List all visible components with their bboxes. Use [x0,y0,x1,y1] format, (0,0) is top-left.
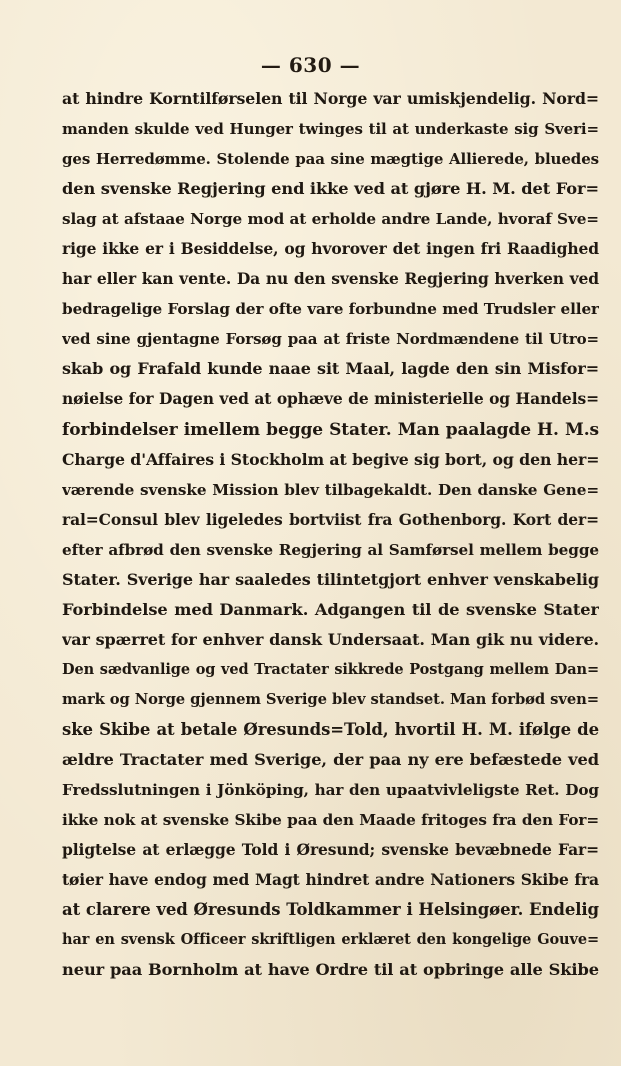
text-line: pligtelse at erlægge Told i Øresund; svenske bevæbnede Far= [62,840,599,860]
text-line: slag at afstaae Norge mod at erholde andre Lande, hvoraf Sve= [62,210,599,229]
text-line: Den sædvanlige og ved Tractater sikkrede Postgang mellem Dan= [62,660,599,678]
text-line: ral=Consul blev ligeledes bortviist fra Gothenborg. Kort der= [62,509,599,529]
text-line: ges Herredømme. Stolende paa sine mægtige Allierede, bluedes [62,150,599,169]
text-line: ved sine gjentagne Forsøg paa at friste Nordmændene til Utro= [62,330,599,349]
page-number: — 630 — [260,53,361,77]
text-line: Fredsslutningen i Jönköping, har den upaatvivleligste Ret. Dog [62,781,599,800]
text-line: tøier have endog med Magt hindret andre Nationers Skibe fra [62,870,599,890]
text-line: var spærret for enhver dansk Undersaat. Man gik nu videre. [62,629,599,649]
text-line: at hindre Korntilførselen til Norge var umiskjendelig. Nord= [62,89,599,108]
text-line: ske Skibe at betale Øresunds=Told, hvortil H. M. ifølge de [62,719,599,739]
text-line: efter afbrød den svenske Regjering al Samførsel mellem begge [62,540,599,559]
text-line: neur paa Bornholm at have Ordre til at opbringe alle Skibe [62,960,599,980]
text-line: rige ikke er i Besiddelse, og hvorover det ingen fri Raadighed [62,239,599,259]
text-line: Forbindelse med Danmark. Adgangen til de svenske Stater [62,599,599,619]
text-line: mark og Norge gjennem Sverige blev standset. Man forbød sven= [62,690,599,708]
text-line: ikke nok at svenske Skibe paa den Maade fritoges fra den For= [62,811,599,830]
text-line: Charge d'Affaires i Stockholm at begive sig bort, og den her= [62,449,599,469]
text-line: ældre Tractater med Sverige, der paa ny ere befæstede ved [62,750,599,770]
text-line: har eller kan vente. Da nu den svenske Regjering hverken ved [62,269,599,289]
text-line: værende svenske Mission blev tilbagekaldt. Den danske Gene= [62,480,599,499]
text-line: den svenske Regjering end ikke ved at gjøre H. M. det For= [62,179,599,199]
text-line: har en svensk Officeer skriftligen erklæret den kongelige Gouve= [62,931,599,949]
text-line: forbindelser imellem begge Stater. Man paalagde H. M.s [62,419,599,440]
text-line: nøielse for Dagen ved at ophæve de ministerielle og Handels= [62,389,599,409]
body-text [62,84,599,985]
text-line: manden skulde ved Hunger twinges til at underkaste sig Sveri= [62,120,599,139]
text-line: at clarere ved Øresunds Toldkammer i Helsingøer. Endelig [62,900,599,920]
text-line: bedragelige Forslag der ofte vare forbundne med Trudsler eller [62,300,599,319]
text-line: skab og Frafald kunde naae sit Maal, lagde den sin Misfor= [62,359,599,379]
text-line: Stater. Sverige har saaledes tilintetgjort enhver venskabelig [62,569,599,589]
